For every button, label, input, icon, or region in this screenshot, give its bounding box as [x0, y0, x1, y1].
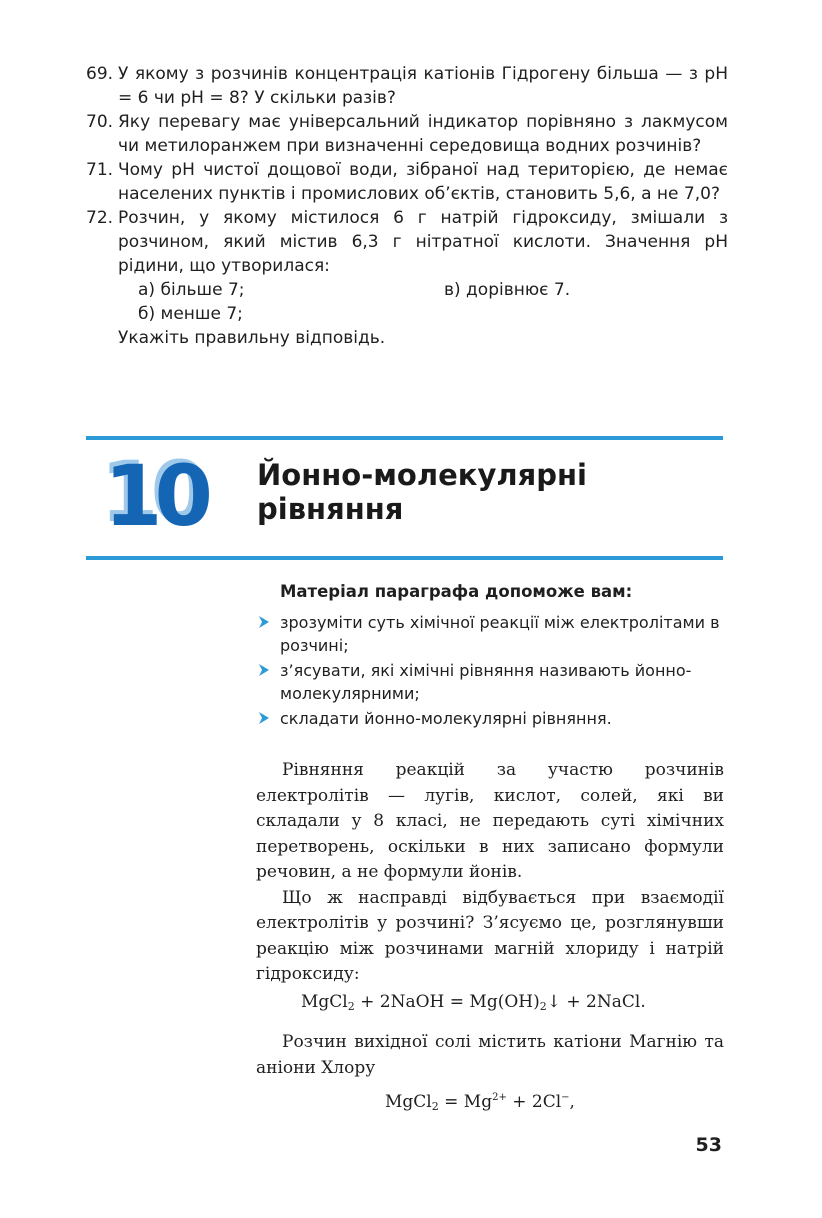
formula-superscript: − [561, 1092, 570, 1103]
dissociation-equation [385, 1092, 575, 1113]
formula-part: MgCl [385, 1092, 432, 1112]
exercise-number: 69. [86, 64, 114, 84]
exercise-69 [88, 62, 728, 110]
exercise-71 [88, 158, 728, 206]
goals-title: Матеріал параграфа допоможе вам: [280, 582, 633, 601]
section-rule-bottom [86, 556, 723, 560]
exercise-text: Розчин, у якому містилося 6 г натрій гідроксиду, змішали з розчином, який містив 6,3 г нітратної кислоти. Значення pH рідини, що утворилася: [118, 208, 728, 276]
section-number: 10 [104, 447, 205, 545]
exercise-72 [88, 206, 728, 278]
formula-superscript: 2+ [492, 1092, 507, 1103]
goal-text: складати йонно-молекулярні рівняння. [280, 709, 612, 728]
exercise-text: Чому pH чистої дощової води, зібраної над територією, де немає населених пунктів і промислових об’єктів, становить 5,6, а не 7,0? [118, 160, 728, 204]
body-text [256, 758, 724, 988]
option-v: в) дорівнює 7. [444, 280, 571, 300]
exercise-list [88, 62, 728, 350]
formula-part: + 2Cl [506, 1092, 562, 1112]
formula-part: + 2NaOH = Mg(OH) [354, 992, 540, 1012]
section-rule-top [86, 436, 723, 440]
exercise-number: 71. [86, 160, 114, 180]
chevron-right-icon [256, 614, 272, 630]
exercise-text: У якому з розчинів концентрація катіонів Гідрогену більша — з pH = 6 чи pH = 8? У скільки разів? [118, 64, 728, 108]
paragraph: Рівняння реакцій за участю розчинів електролітів — лугів, кислот, солей, які ви складали у 8 класі, не передають суті хімічних перетворень, оскільки в них записано формули речовин, а не формули йонів. [256, 760, 724, 882]
formula-part: = Mg [438, 1092, 493, 1112]
formula-part: ↓ + 2NaCl. [546, 992, 646, 1012]
option-b: б) менше 7; [138, 304, 243, 324]
exercise-number: 70. [86, 112, 114, 132]
goal-text: з’ясувати, які хімічні рівняння називають йонно-молекулярними; [280, 661, 692, 703]
learning-goals [256, 580, 726, 732]
body-text-2 [256, 1030, 724, 1081]
goal-item [256, 707, 726, 730]
formula-subscript: 2 [431, 1100, 439, 1113]
formula-subscript: 2 [347, 1000, 355, 1013]
exercise-70 [88, 110, 728, 158]
chevron-right-icon [256, 662, 272, 678]
answer-options [108, 278, 728, 326]
goal-item [256, 659, 726, 705]
page-number: 53 [695, 1134, 722, 1156]
paragraph: Що ж насправді відбувається при взаємодії електролітів у розчині? З’ясуємо це, розглянувши реакцію між розчинами магній хлориду і натрій гідроксиду: [256, 887, 724, 984]
paragraph: Розчин вихідної солі містить катіони Магнію та аніони Хлору [256, 1032, 724, 1078]
reaction-equation [301, 992, 646, 1013]
goal-item [256, 611, 726, 657]
exercise-number: 72. [86, 208, 114, 228]
chevron-right-icon [256, 710, 272, 726]
option-a: а) більше 7; [138, 280, 245, 300]
exercise-text: Яку перевагу має універсальний індикатор порівняно з лакмусом чи метилоранжем при визначенні середовища водних розчинів? [118, 112, 728, 156]
formula-subscript: 2 [539, 1000, 547, 1013]
goal-text: зрозуміти суть хімічної реакції між електролітами в розчині; [280, 613, 720, 655]
answer-instruction: Укажіть правильну відповідь. [118, 328, 386, 348]
formula-part: MgCl [301, 992, 348, 1012]
section-title: Йонно-молекулярні рівняння [257, 458, 587, 526]
formula-part: , [569, 1092, 575, 1112]
